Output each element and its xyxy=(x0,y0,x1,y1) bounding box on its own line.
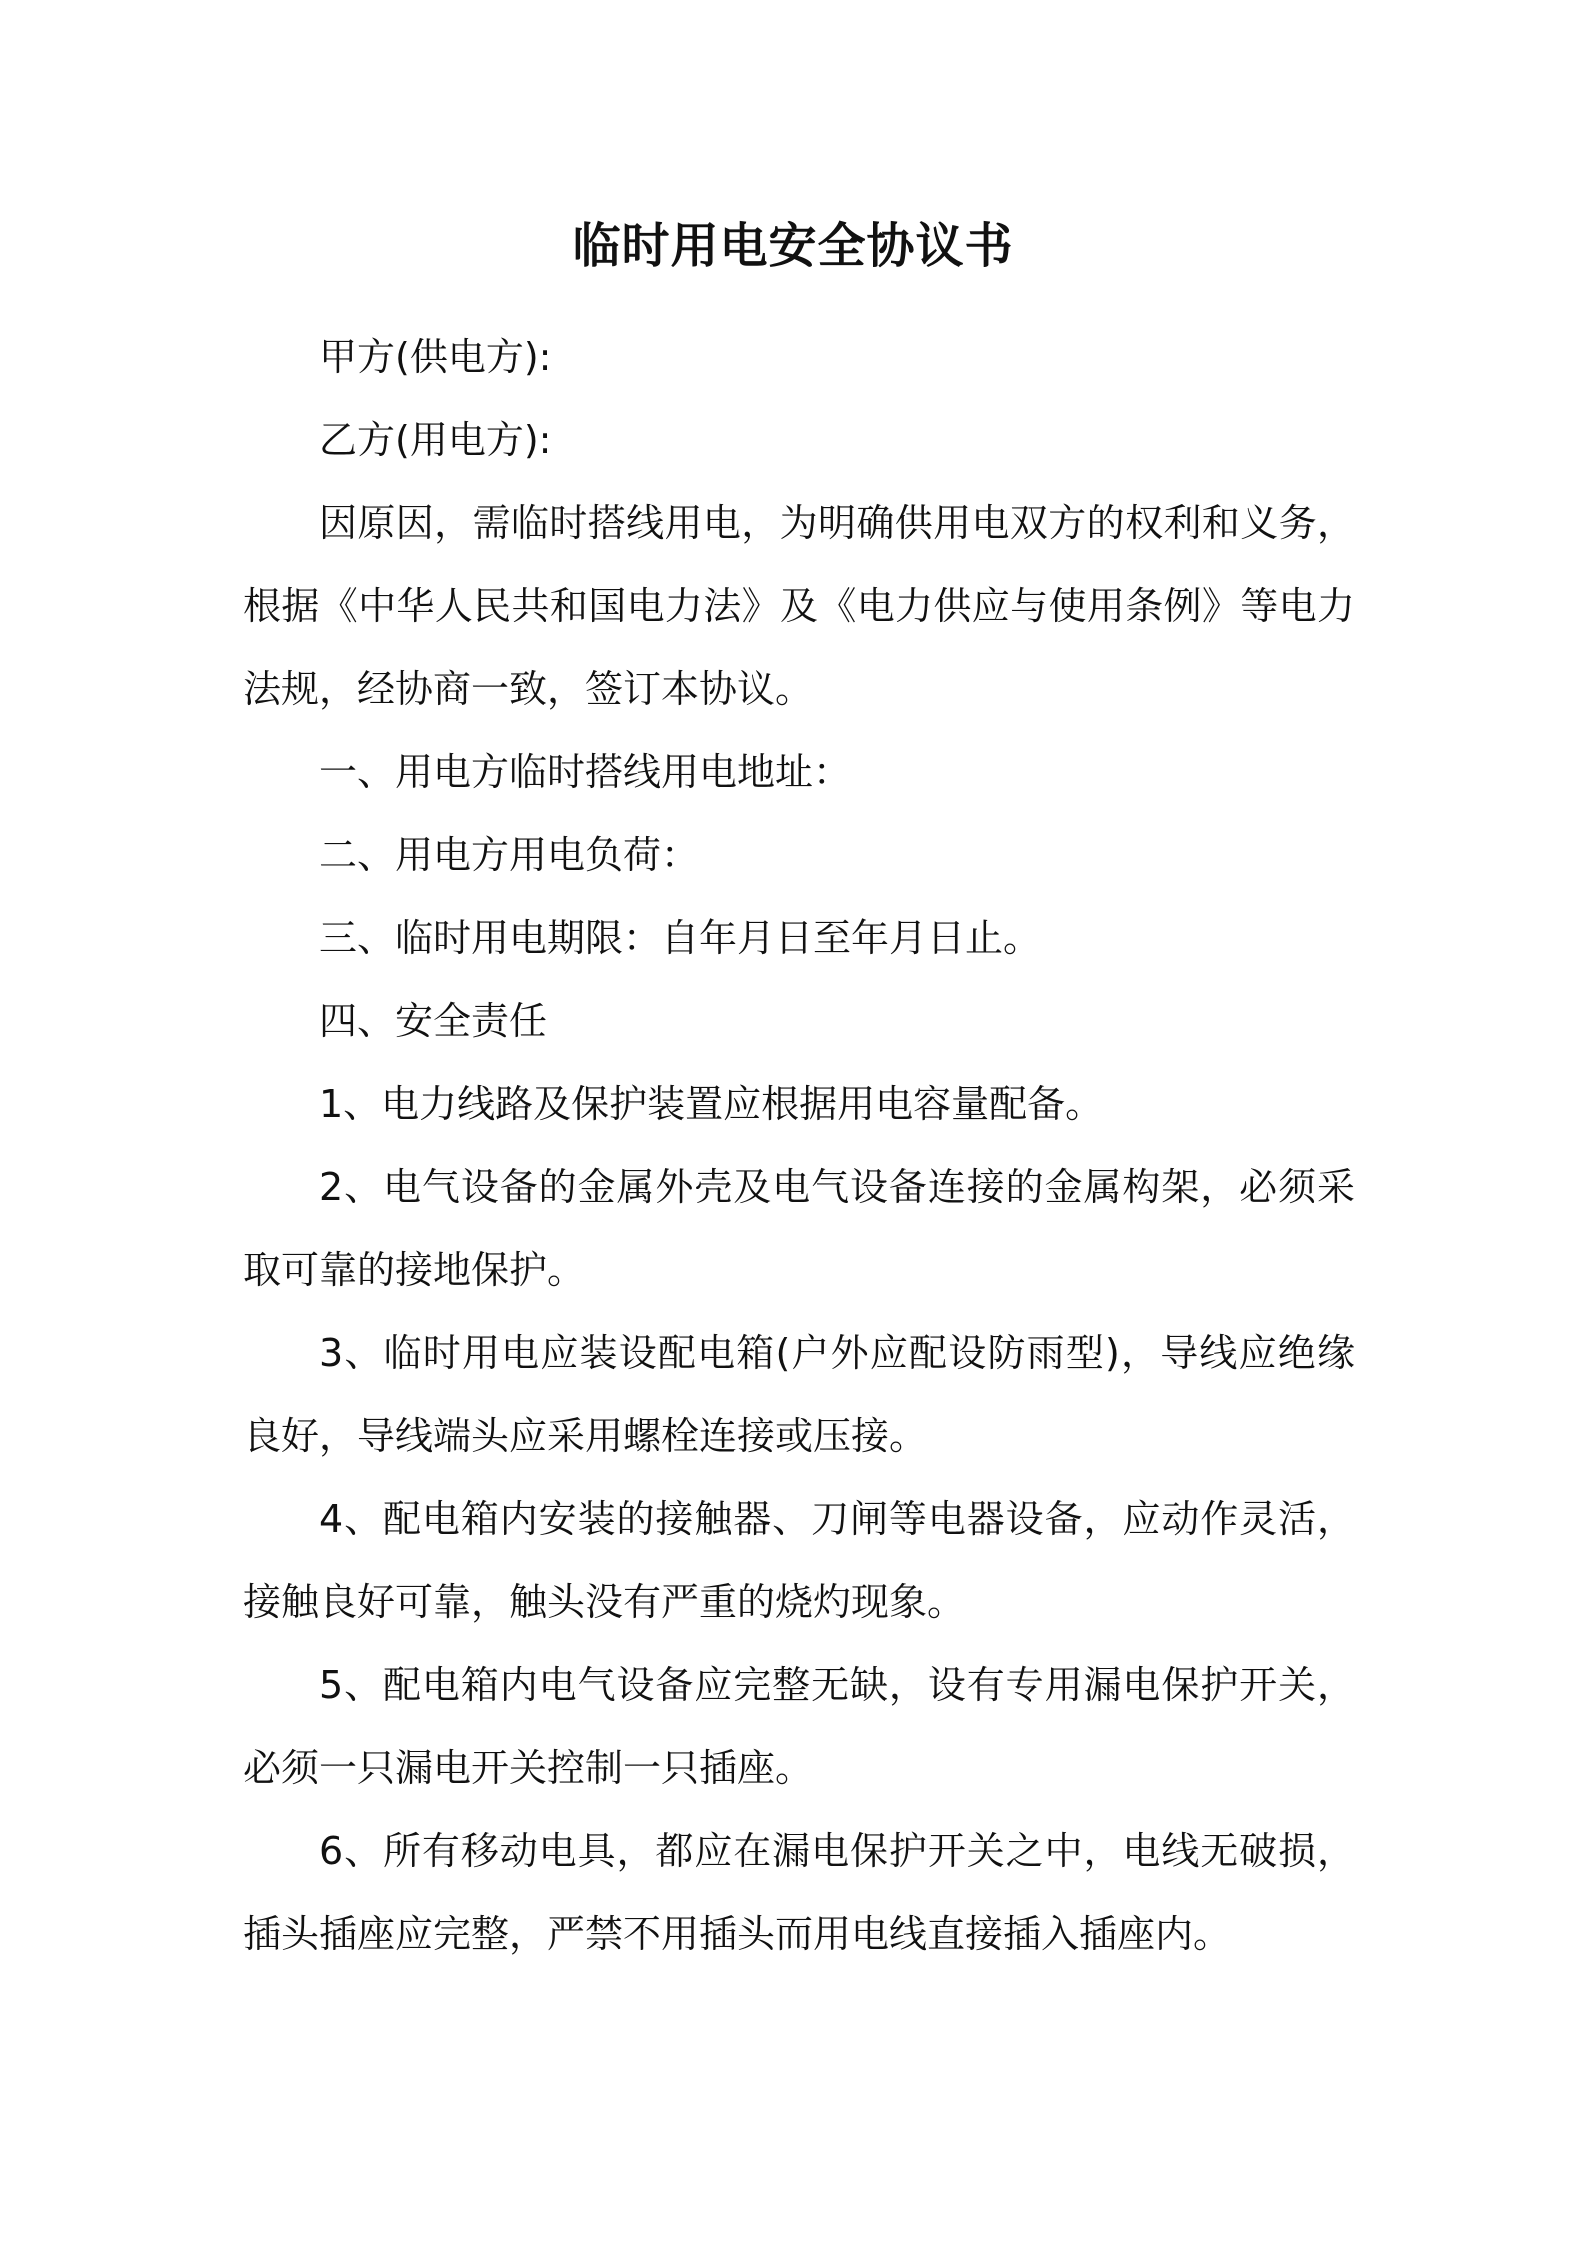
preamble-paragraph: 因原因，需临时搭线用电，为明确供用电双方的权利和义务，根据《中华人民共和国电力法》及《电力供应与使用条例》等电力法规，经协商一致，签订本协议。 xyxy=(243,501,1355,711)
party-a-line: 甲方(供电方): xyxy=(319,335,552,379)
safety-item-1: 1、电力线路及保护装置应根据用电容量配备。 xyxy=(319,1082,1104,1126)
safety-item-2: 2、电气设备的金属外壳及电气设备连接的金属构架，必须采取可靠的接地保护。 xyxy=(243,1165,1355,1292)
party-b-line: 乙方(用电方): xyxy=(319,418,552,462)
clause-load: 二、用电方用电负荷： xyxy=(319,833,700,877)
safety-item-5: 5、配电箱内电气设备应完整无缺，设有专用漏电保护开关，必须一只漏电开关控制一只插座。 xyxy=(243,1663,1355,1790)
safety-item-3: 3、临时用电应装设配电箱(户外应配设防雨型)，导线应绝缘良好，导线端头应采用螺栓连接或压接。 xyxy=(243,1331,1355,1458)
safety-item-4: 4、配电箱内安装的接触器、刀闸等电器设备，应动作灵活，接触良好可靠，触头没有严重的烧灼现象。 xyxy=(243,1497,1355,1624)
safety-item-6: 6、所有移动电具，都应在漏电保护开关之中，电线无破损，插头插座应完整，严禁不用插头而用电线直接插入插座内。 xyxy=(243,1829,1355,1956)
document-title: 临时用电安全协议书 xyxy=(572,218,1014,274)
section-heading-safety: 四、安全责任 xyxy=(319,999,548,1043)
clause-period: 三、临时用电期限：自年月日至年月日止。 xyxy=(319,916,1042,960)
document-body xyxy=(243,316,1355,1976)
clause-address: 一、用电方临时搭线用电地址： xyxy=(319,750,852,794)
